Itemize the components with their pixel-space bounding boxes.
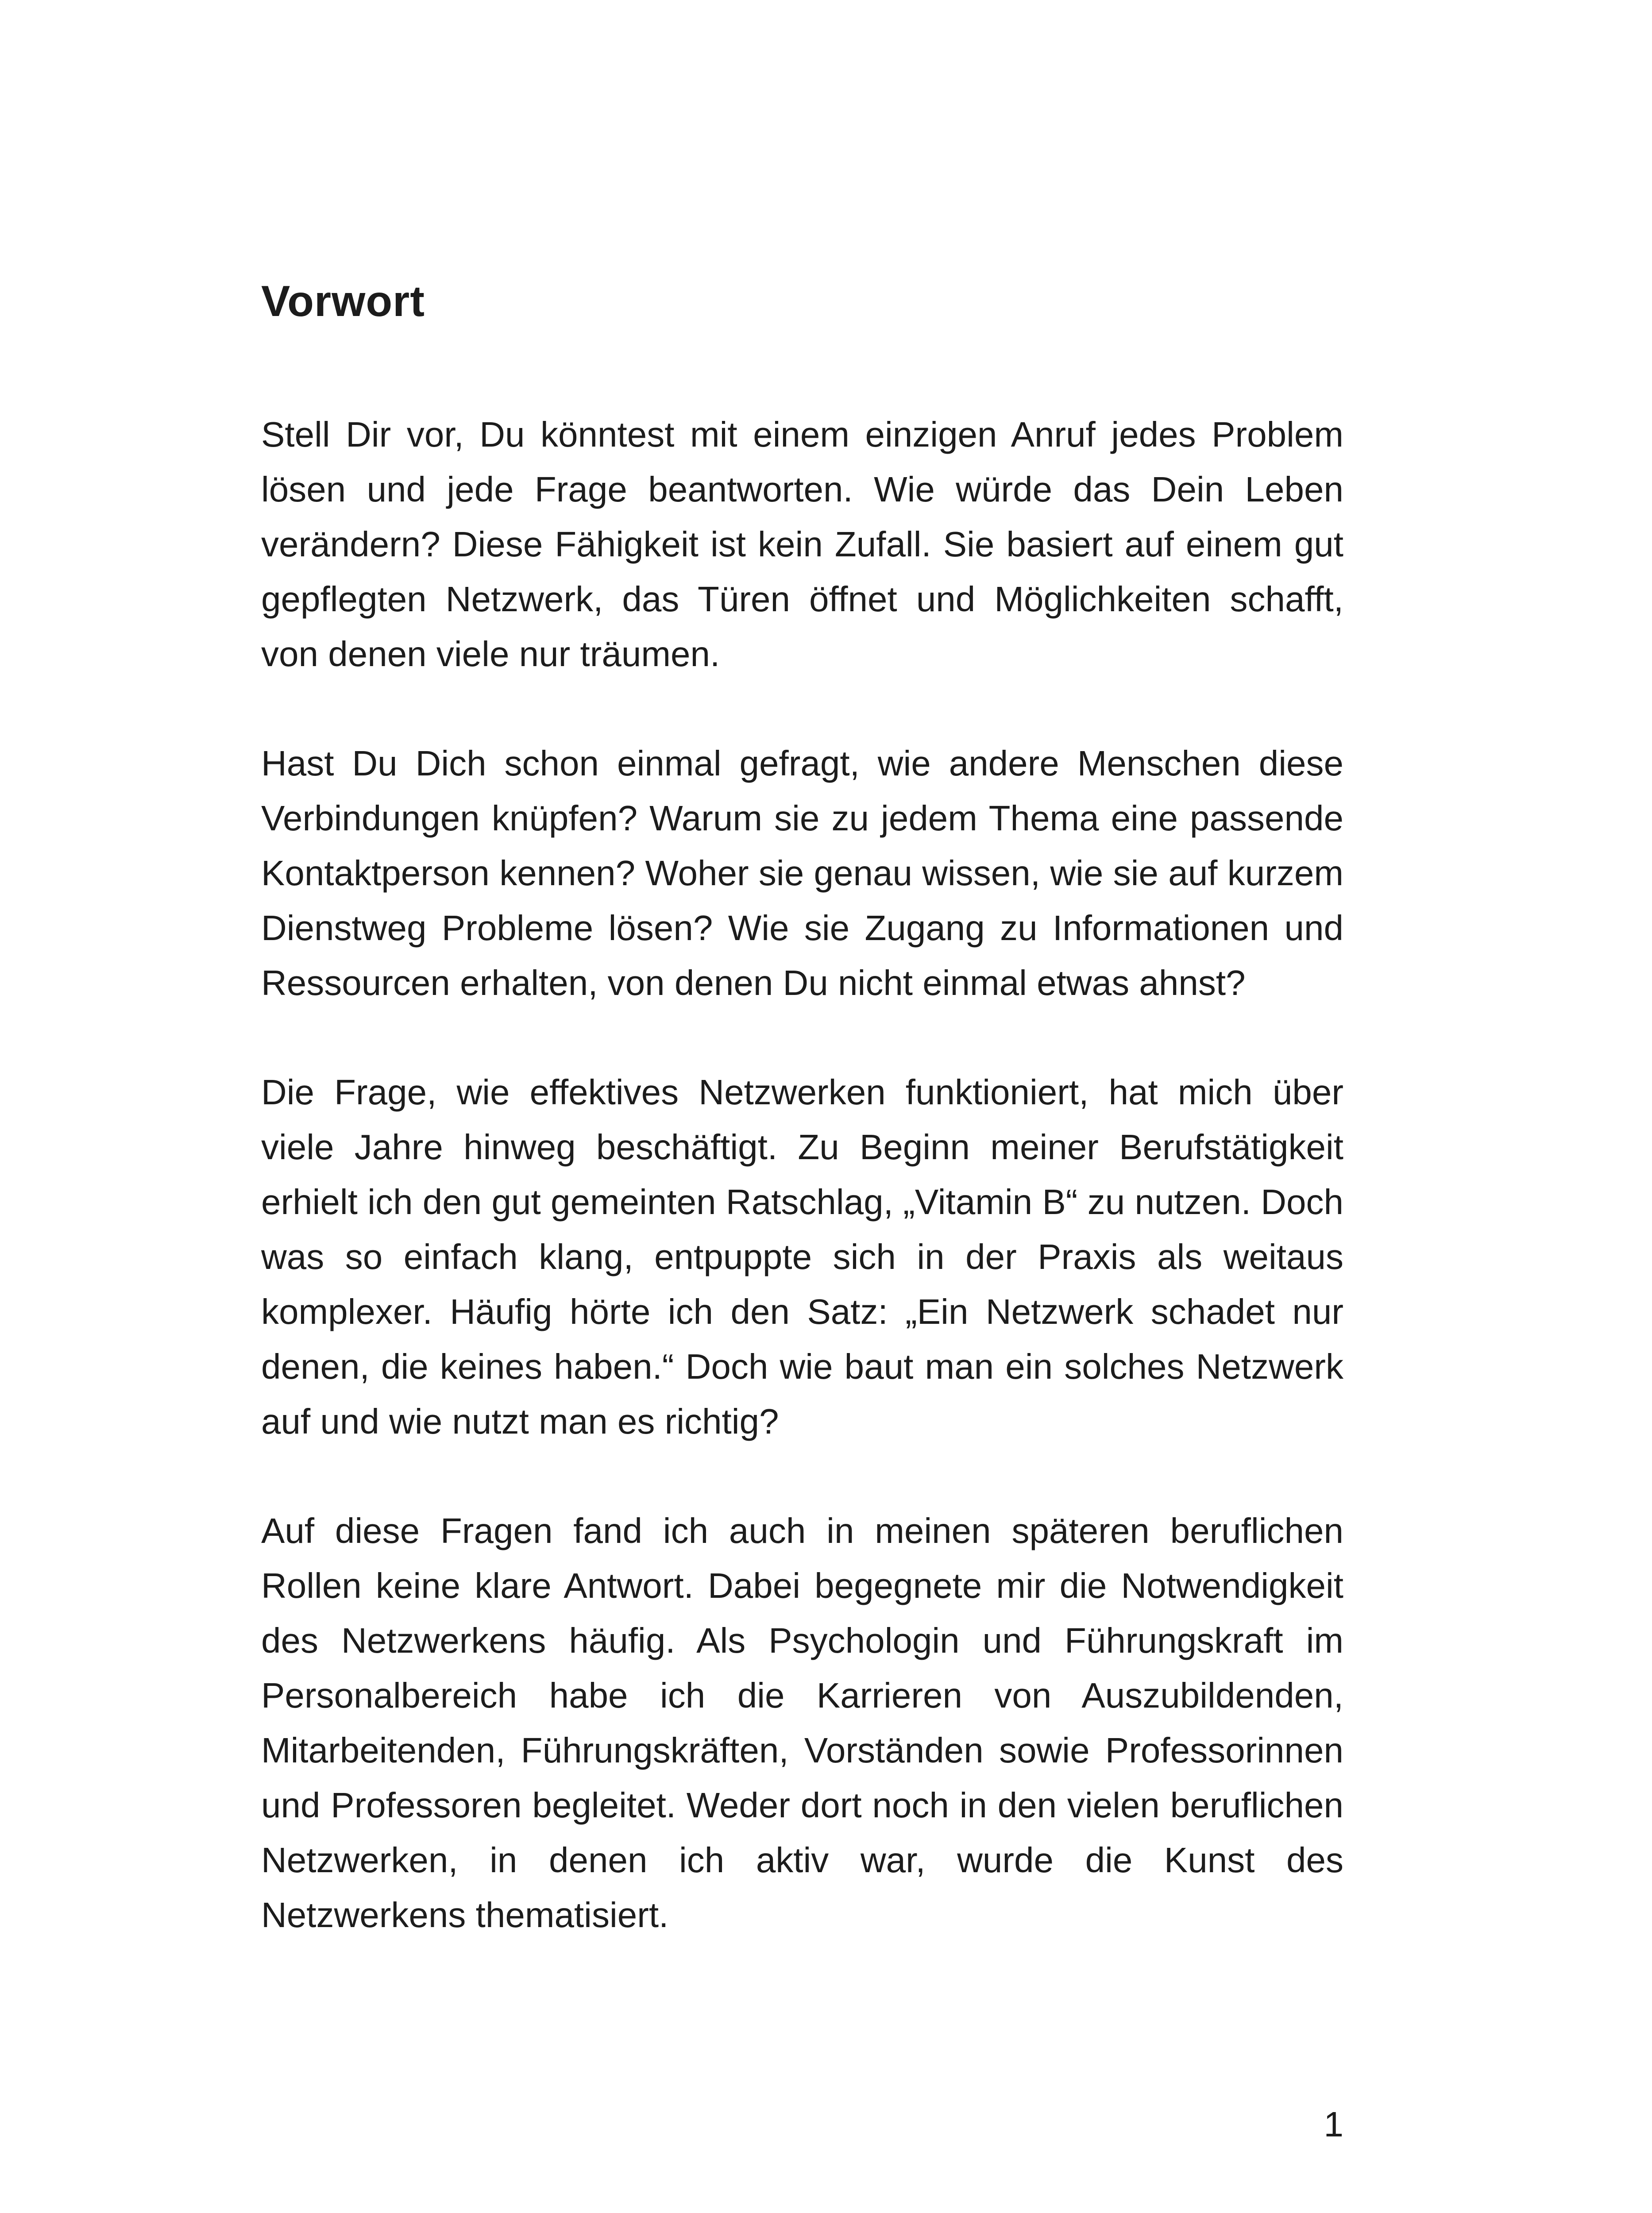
- chapter-title: Vorwort: [261, 277, 425, 325]
- paragraph-4: Auf diese Fragen fand ich auch in meinen späteren beruflichen Rollen keine klare Antwort. Dabei begegnete mir die Notwendigkeit des Netzwerkens häufig. Als Psychologin und Führungskraft im Personalbereich habe ich die Karrieren von Auszubildenden, Mitarbeitenden, Führungskräften, Vorständen sowie Professorinnen und Professoren begleitet. Weder dort noch in den vielen beruflichen Netzwerken, in denen ich aktiv war, wurde die Kunst des Netzwerkens thematisiert.: [261, 1511, 1343, 1935]
- page-content: [261, 270, 1343, 1943]
- paragraph-2: Hast Du Dich schon einmal gefragt, wie andere Menschen diese Verbindungen knüpfen? Warum sie zu jedem Thema eine passende Kontaktperson kennen? Woher sie genau wissen, wie sie auf kurzem Dienstweg Probleme lösen? Wie sie Zugang zu Informationen und Ressourcen erhalten, von denen Du nicht einmal etwas ahnst?: [261, 744, 1343, 1002]
- page-number: 1: [1324, 2105, 1343, 2144]
- paragraph-3: Die Frage, wie effektives Netzwerken funktioniert, hat mich über viele Jahre hinweg beschäftigt. Zu Beginn meiner Berufstätigkeit erhielt ich den gut gemeinten Ratschlag, „Vitamin B“ zu nutzen. Doch was so einfach klang, entpuppte sich in der Praxis als weitaus komplexer. Häufig hörte ich den Satz: „Ein Netzwerk schadet nur denen, die keines haben.“ Doch wie baut man ein solches Netzwerk auf und wie nutzt man es richtig?: [261, 1072, 1343, 1441]
- paragraph-1: Stell Dir vor, Du könntest mit einem einzigen Anruf jedes Problem lösen und jede Frage beantworten. Wie würde das Dein Leben verändern? Diese Fähigkeit ist kein Zufall. Sie basiert auf einem gut gepflegten Netzwerk, das Türen öffnet und Möglichkeiten schafft, von denen viele nur träumen.: [261, 415, 1343, 674]
